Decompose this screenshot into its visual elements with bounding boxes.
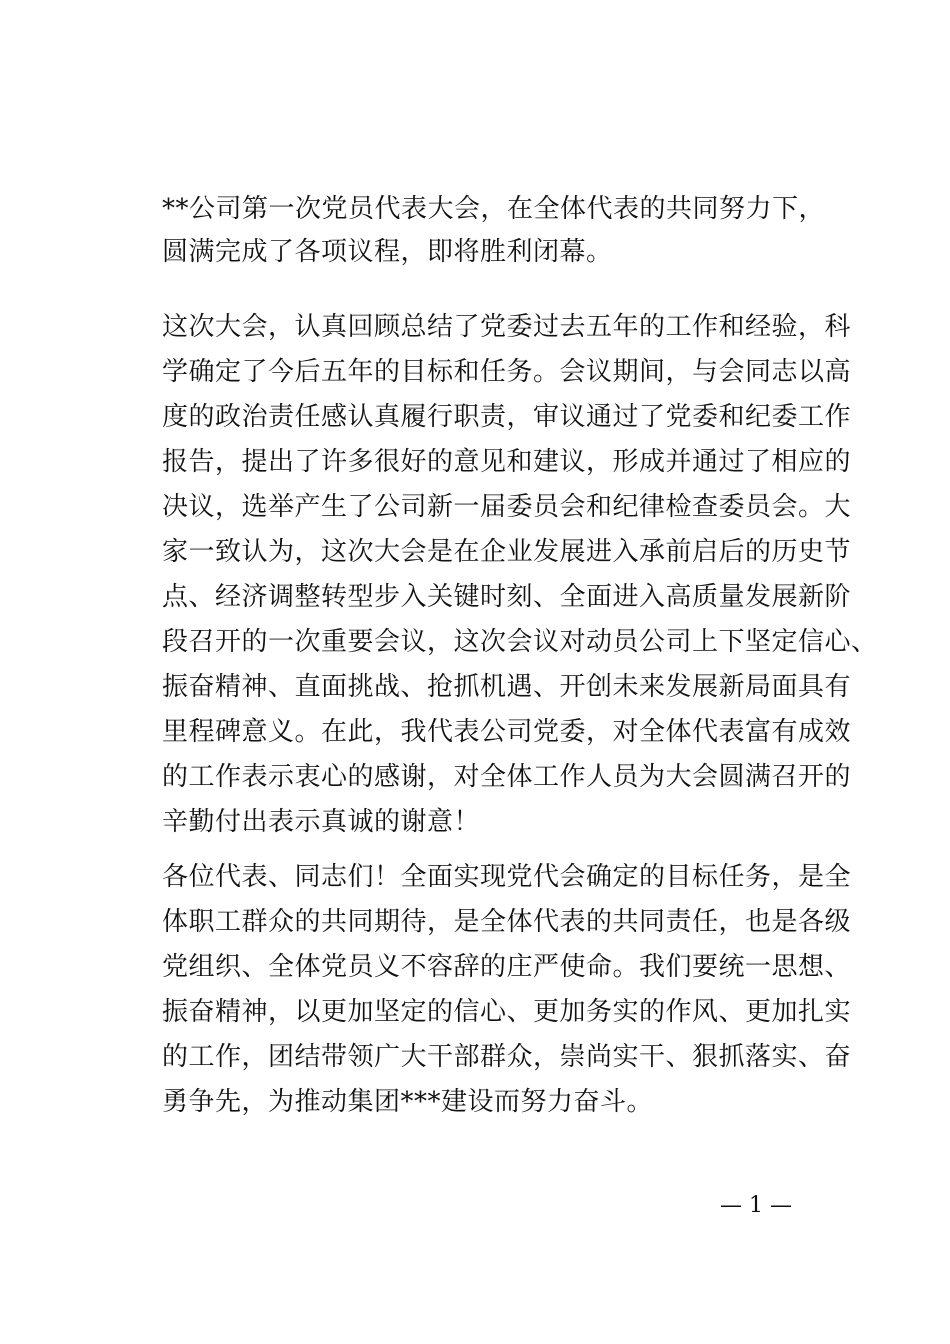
text-line: 体职工群众的共同期待，是全体代表的共同责任，也是各级 [162, 907, 852, 937]
text-line: 党组织、全体党员义不容辞的庄严使命。我们要统一思想、 [162, 952, 852, 982]
page-number: — 1 — [720, 1193, 792, 1218]
text-line: 振奋精神、直面挑战、抢抓机遇、开创未来发展新局面具有 [162, 672, 852, 702]
text-line: 里程碑意义。在此，我代表公司党委，对全体代表富有成效 [162, 717, 852, 747]
text-line: 度的政治责任感认真履行职责，审议通过了党委和纪委工作 [162, 402, 852, 432]
text-line: 家一致认为，这次大会是在企业发展进入承前启后的历史节 [162, 537, 852, 567]
text-line: 的工作表示衷心的感谢，对全体工作人员为大会圆满召开的 [162, 762, 852, 792]
text-line: 各位代表、同志们！全面实现党代会确定的目标任务，是全 [162, 862, 852, 892]
text-line: 段召开的一次重要会议，这次会议对动员公司上下坚定信心、 [162, 627, 878, 657]
text-line: 决议，选举产生了公司新一届委员会和纪律检查委员会。大 [162, 492, 852, 522]
text-line: 报告，提出了许多很好的意见和建议，形成并通过了相应的 [162, 447, 852, 477]
text-line: 圆满完成了各项议程，即将胜利闭幕。 [162, 237, 613, 267]
text-line: **公司第一次党员代表大会，在全体代表的共同努力下， [162, 194, 826, 224]
text-line: 点、经济调整转型步入关键时刻、全面进入高质量发展新阶 [162, 582, 852, 612]
text-line: 这次大会，认真回顾总结了党委过去五年的工作和经验，科 [162, 312, 852, 342]
text-line: 的工作，团结带领广大干部群众，崇尚实干、狠抓落实、奋 [162, 1042, 852, 1072]
text-line: 振奋精神，以更加坚定的信心、更加务实的作风、更加扎实 [162, 997, 852, 1027]
text-line: 学确定了今后五年的目标和任务。会议期间，与会同志以高 [162, 357, 852, 387]
text-line: 勇争先，为推动集团***建设而努力奋斗。 [162, 1087, 654, 1117]
text-line: 辛勤付出表示真诚的谢意！ [162, 807, 481, 837]
